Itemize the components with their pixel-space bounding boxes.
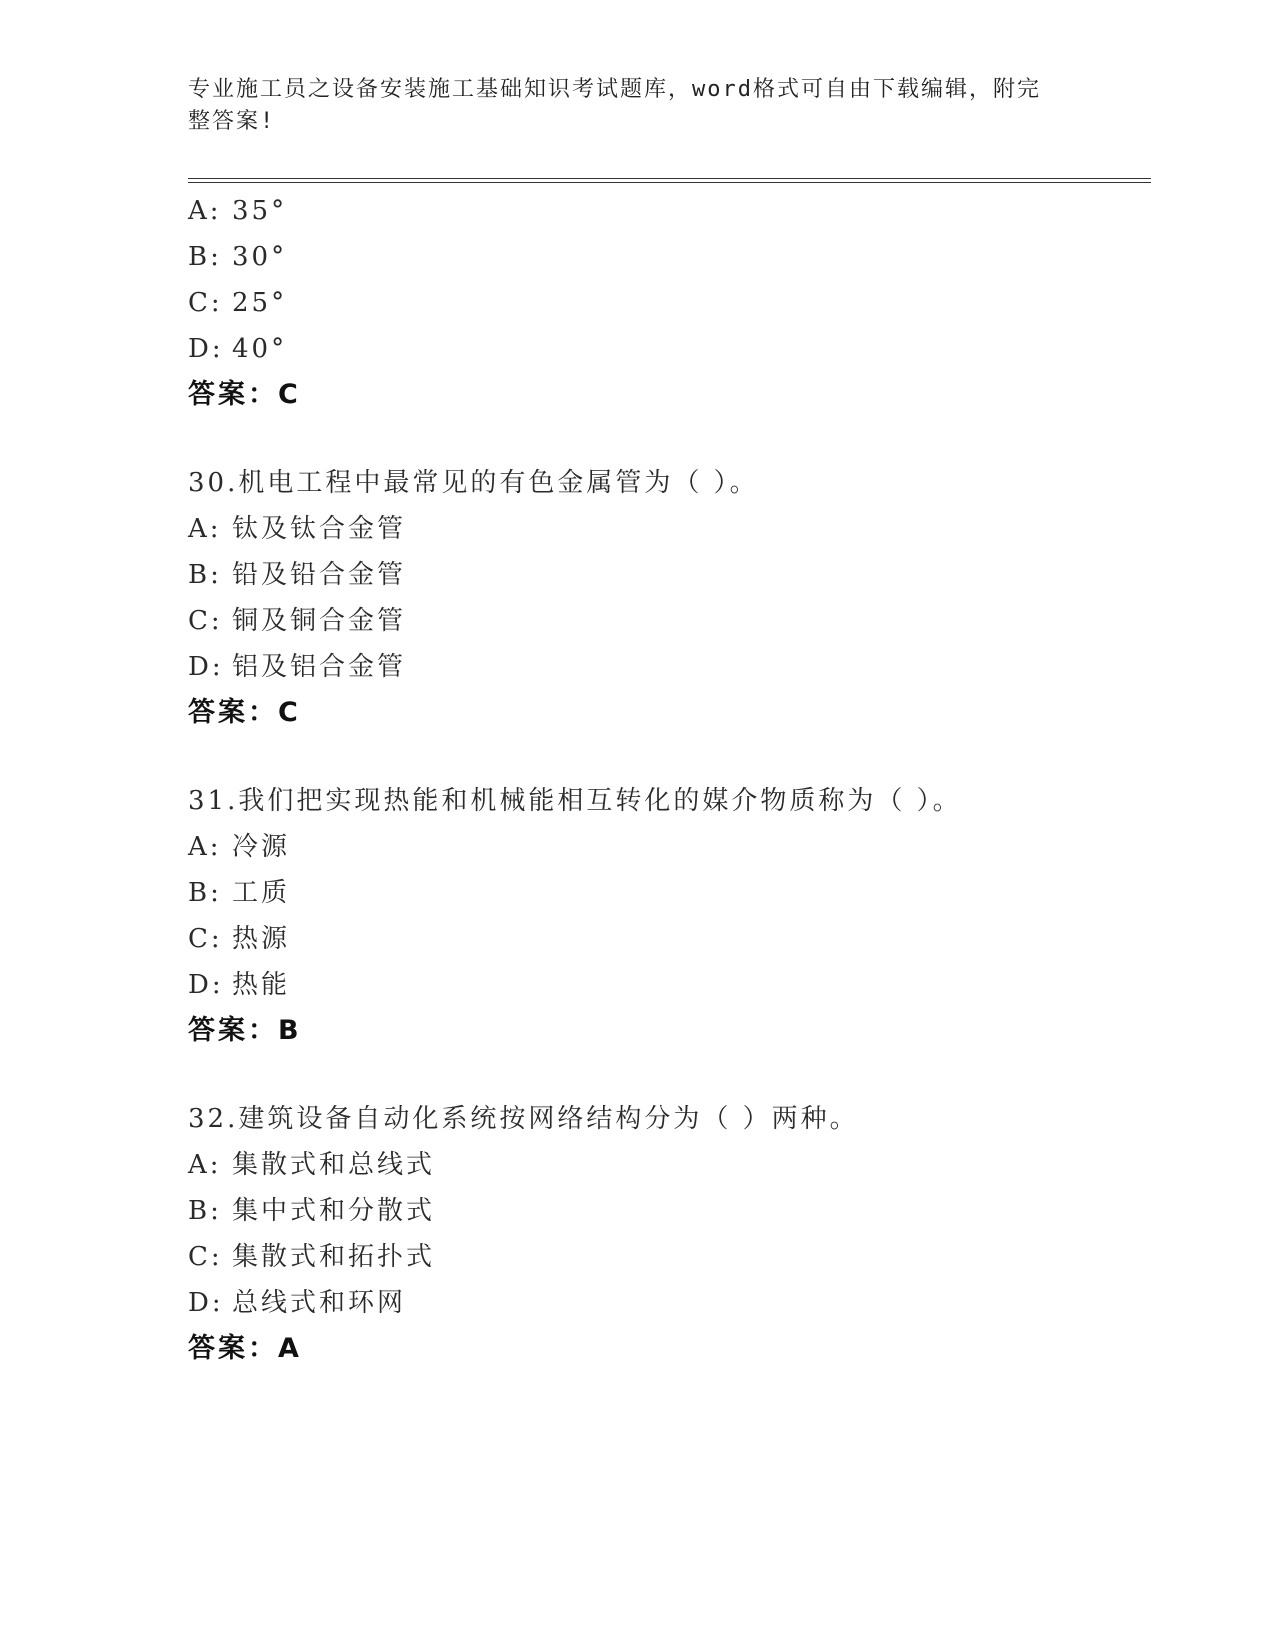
question-block xyxy=(188,460,1148,736)
option-text: 冷源 xyxy=(232,832,291,862)
question-text: 建筑设备自动化系统按网络结构分为（ ）两种。 xyxy=(238,1104,859,1134)
option-text: 铜及铜合金管 xyxy=(232,606,407,636)
option-text: 热能 xyxy=(232,970,291,1000)
option-d xyxy=(188,962,1148,1008)
option-d xyxy=(188,326,1148,372)
option-b xyxy=(188,870,1148,916)
document-header xyxy=(188,74,1088,138)
question-spacer xyxy=(188,418,1148,460)
header-divider-bottom xyxy=(188,182,1151,183)
option-key: D: xyxy=(188,652,224,682)
question-block xyxy=(188,778,1148,1054)
option-text: 铅及铅合金管 xyxy=(232,560,407,590)
option-a xyxy=(188,1142,1148,1188)
option-c xyxy=(188,280,1148,326)
question-block xyxy=(188,188,1148,418)
option-key: C: xyxy=(188,288,223,318)
question-number: 30. xyxy=(188,468,239,498)
option-key: A: xyxy=(188,832,222,862)
option-text: 40° xyxy=(232,334,288,364)
question-spacer xyxy=(188,736,1148,778)
answer-line: 答案：C xyxy=(188,379,301,410)
header-title-line-2: 整答案! xyxy=(188,109,276,134)
option-b xyxy=(188,1188,1148,1234)
option-key: D: xyxy=(188,1288,224,1318)
option-b xyxy=(188,552,1148,598)
option-text: 集散式和拓扑式 xyxy=(232,1242,436,1272)
answer-line: 答案：C xyxy=(188,697,301,728)
option-d xyxy=(188,1280,1148,1326)
option-text: 钛及钛合金管 xyxy=(232,514,407,544)
option-key: B: xyxy=(188,1196,222,1226)
option-text: 铝及铝合金管 xyxy=(232,652,407,682)
option-c xyxy=(188,598,1148,644)
option-key: C: xyxy=(188,924,223,954)
option-d xyxy=(188,644,1148,690)
answer-line: 答案：A xyxy=(188,1333,302,1364)
option-key: A: xyxy=(188,196,222,226)
answer-line: 答案：B xyxy=(188,1015,302,1046)
question-list xyxy=(188,188,1148,1372)
option-text: 25° xyxy=(232,288,288,318)
option-key: A: xyxy=(188,1150,222,1180)
option-text: 集散式和总线式 xyxy=(232,1150,436,1180)
option-a xyxy=(188,188,1148,234)
option-key: B: xyxy=(188,560,222,590)
option-text: 工质 xyxy=(232,878,291,908)
option-text: 热源 xyxy=(232,924,291,954)
option-text: 总线式和环网 xyxy=(232,1288,407,1318)
option-c xyxy=(188,1234,1148,1280)
option-text: 30° xyxy=(232,242,288,272)
option-key: C: xyxy=(188,1242,223,1272)
option-c xyxy=(188,916,1148,962)
option-key: A: xyxy=(188,514,222,544)
header-divider-top xyxy=(188,178,1151,179)
option-text: 集中式和分散式 xyxy=(232,1196,436,1226)
question-number: 31. xyxy=(188,786,239,816)
option-text: 35° xyxy=(232,196,288,226)
question-block xyxy=(188,1096,1148,1372)
question-stem xyxy=(188,1096,1148,1142)
option-a xyxy=(188,506,1148,552)
question-number: 32. xyxy=(188,1104,239,1134)
option-key: D: xyxy=(188,970,224,1000)
option-key: B: xyxy=(188,878,222,908)
question-spacer xyxy=(188,1054,1148,1096)
question-stem xyxy=(188,460,1148,506)
header-title-line-1: 专业施工员之设备安装施工基础知识考试题库，word格式可自由下载编辑，附完 xyxy=(188,77,1041,102)
option-key: B: xyxy=(188,242,222,272)
option-key: D: xyxy=(188,334,224,364)
option-key: C: xyxy=(188,606,223,636)
option-a xyxy=(188,824,1148,870)
question-text: 我们把实现热能和机械能相互转化的媒介物质称为（ ）。 xyxy=(238,786,962,816)
question-text: 机电工程中最常见的有色金属管为（ ）。 xyxy=(238,468,759,498)
question-stem xyxy=(188,778,1148,824)
option-b xyxy=(188,234,1148,280)
